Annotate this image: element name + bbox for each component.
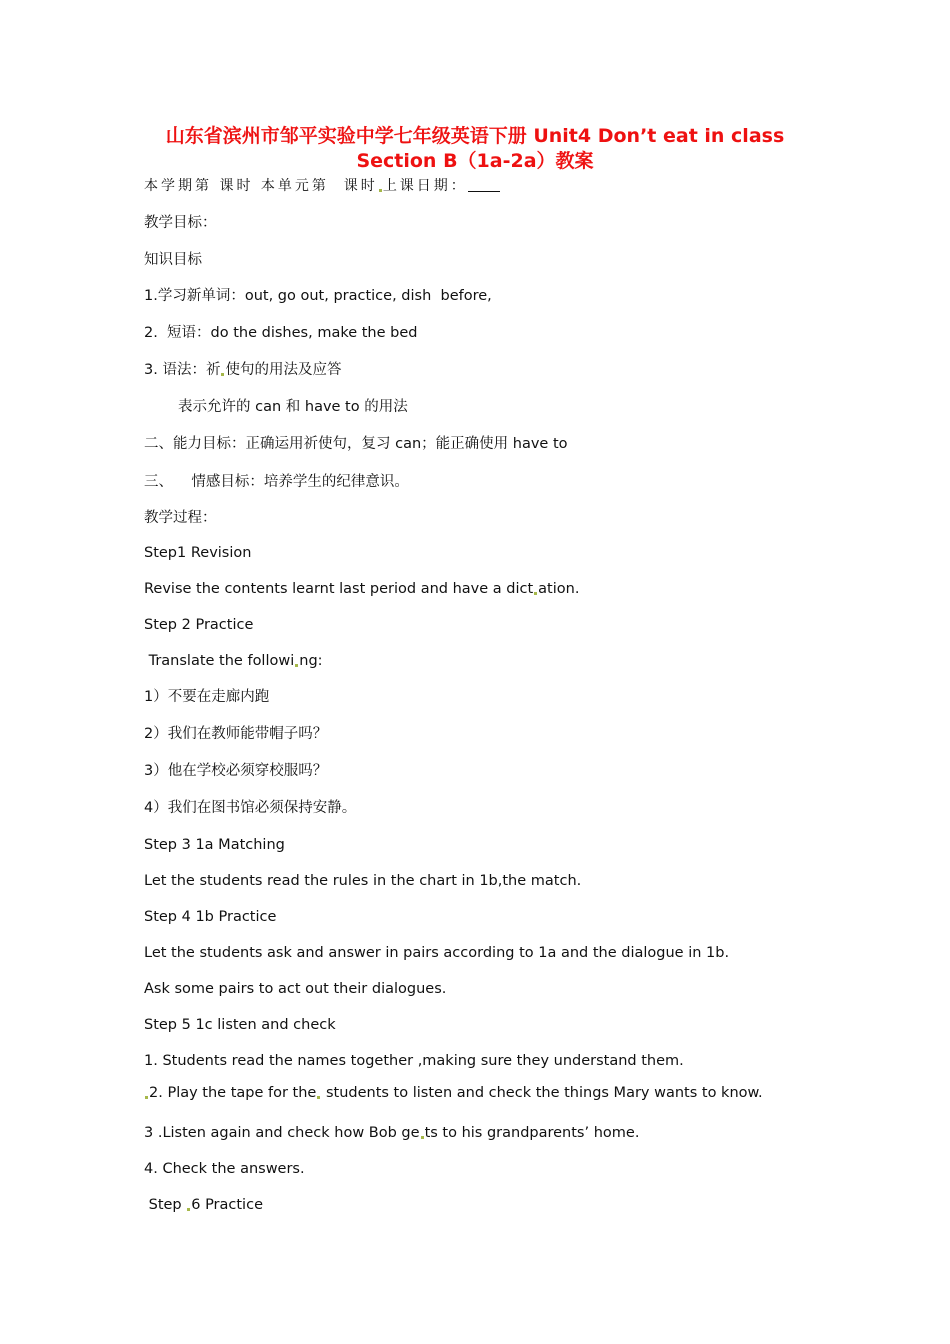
step1-body-part-2: ation. bbox=[538, 581, 580, 597]
objective-item-grammar bbox=[144, 360, 341, 380]
ability-objectives: 二、能力目标：正确运用祈使句，复习 can；能正确使用 have to bbox=[144, 436, 568, 452]
step5-item-3 bbox=[144, 1123, 639, 1143]
step5-item-2 bbox=[144, 1083, 763, 1103]
objective-item-phrases: 2. 短语：do the dishes, make the bed bbox=[144, 325, 418, 341]
step6-title bbox=[144, 1195, 263, 1215]
step5-item-2-part-2: students to listen and check the things Mary wants to know. bbox=[321, 1085, 763, 1101]
translate-item-1: 1）不要在走廊内跑 bbox=[144, 689, 270, 705]
artifact-mark bbox=[421, 1136, 424, 1139]
grammar-text-part-1: 3. 语法：祈 bbox=[144, 362, 221, 378]
translate-item-3: 3）他在学校必须穿校服吗？ bbox=[144, 763, 328, 779]
emotion-objectives: 三、 情感目标：培养学生的纪律意识。 bbox=[144, 474, 409, 490]
step2-body-part-1: Translate the followi bbox=[144, 653, 295, 669]
artifact-mark bbox=[221, 373, 224, 376]
artifact-mark bbox=[187, 1208, 190, 1211]
step6-title-part-2: 6 Practice bbox=[191, 1197, 263, 1213]
step2-body bbox=[144, 651, 323, 671]
document-title-line-2: Section B（1a-2a）教案 bbox=[356, 150, 594, 172]
step5-item-3-part-2: ts to his grandparents’ home. bbox=[424, 1125, 640, 1141]
step1-title: Step1 Revision bbox=[144, 545, 252, 561]
step5-item-1: 1. Students read the names together ,making sure they understand them. bbox=[144, 1053, 684, 1069]
step5-title: Step 5 1c listen and check bbox=[144, 1017, 336, 1033]
objective-item-vocabulary: 1.学习新单词：out, go out, practice, dish before, bbox=[144, 288, 492, 304]
artifact-mark bbox=[317, 1096, 320, 1099]
artifact-mark bbox=[379, 189, 382, 192]
step5-item-3-part-1: 3 .Listen again and check how Bob ge bbox=[144, 1125, 420, 1141]
translate-item-4: 4）我们在图书馆必须保持安静。 bbox=[144, 800, 357, 816]
artifact-mark bbox=[534, 592, 537, 595]
step3-title: Step 3 1a Matching bbox=[144, 837, 285, 853]
objective-item-grammar-sub: 表示允许的 can 和 have to 的用法 bbox=[178, 399, 408, 415]
step6-title-part-1: Step bbox=[144, 1197, 187, 1213]
grammar-text-part-2: 使句的用法及应答 bbox=[225, 362, 342, 378]
step1-body bbox=[144, 579, 579, 599]
lesson-period-text: 本学期第 课时 本单元第 课时 bbox=[144, 178, 378, 194]
step5-item-4: 4. Check the answers. bbox=[144, 1161, 305, 1177]
step4-body-2: Ask some pairs to act out their dialogues. bbox=[144, 981, 447, 997]
artifact-mark bbox=[295, 664, 298, 667]
step5-item-2-part-1: 2. Play the tape for the bbox=[149, 1085, 317, 1101]
knowledge-objectives-heading: 知识目标 bbox=[144, 252, 202, 268]
class-date-label: 上课日期： bbox=[382, 178, 468, 194]
document-title-line-1: 山东省滨州市邹平实验中学七年级英语下册 Unit4 Don’t eat in class bbox=[165, 125, 785, 147]
class-date-blank bbox=[468, 177, 500, 192]
step4-body-1: Let the students ask and answer in pairs according to 1a and the dialogue in 1b. bbox=[144, 945, 730, 961]
step2-title: Step 2 Practice bbox=[144, 617, 254, 633]
process-heading: 教学过程： bbox=[144, 510, 217, 526]
translate-item-2: 2）我们在教师能带帽子吗？ bbox=[144, 726, 328, 742]
lesson-meta-line bbox=[144, 176, 500, 196]
artifact-mark bbox=[145, 1096, 148, 1099]
objectives-heading: 教学目标： bbox=[144, 215, 217, 231]
step4-title: Step 4 1b Practice bbox=[144, 909, 277, 925]
step2-body-part-2: ng: bbox=[299, 653, 323, 669]
step1-body-part-1: Revise the contents learnt last period and have a dict bbox=[144, 581, 534, 597]
step3-body: Let the students read the rules in the chart in 1b,the match. bbox=[144, 873, 582, 889]
